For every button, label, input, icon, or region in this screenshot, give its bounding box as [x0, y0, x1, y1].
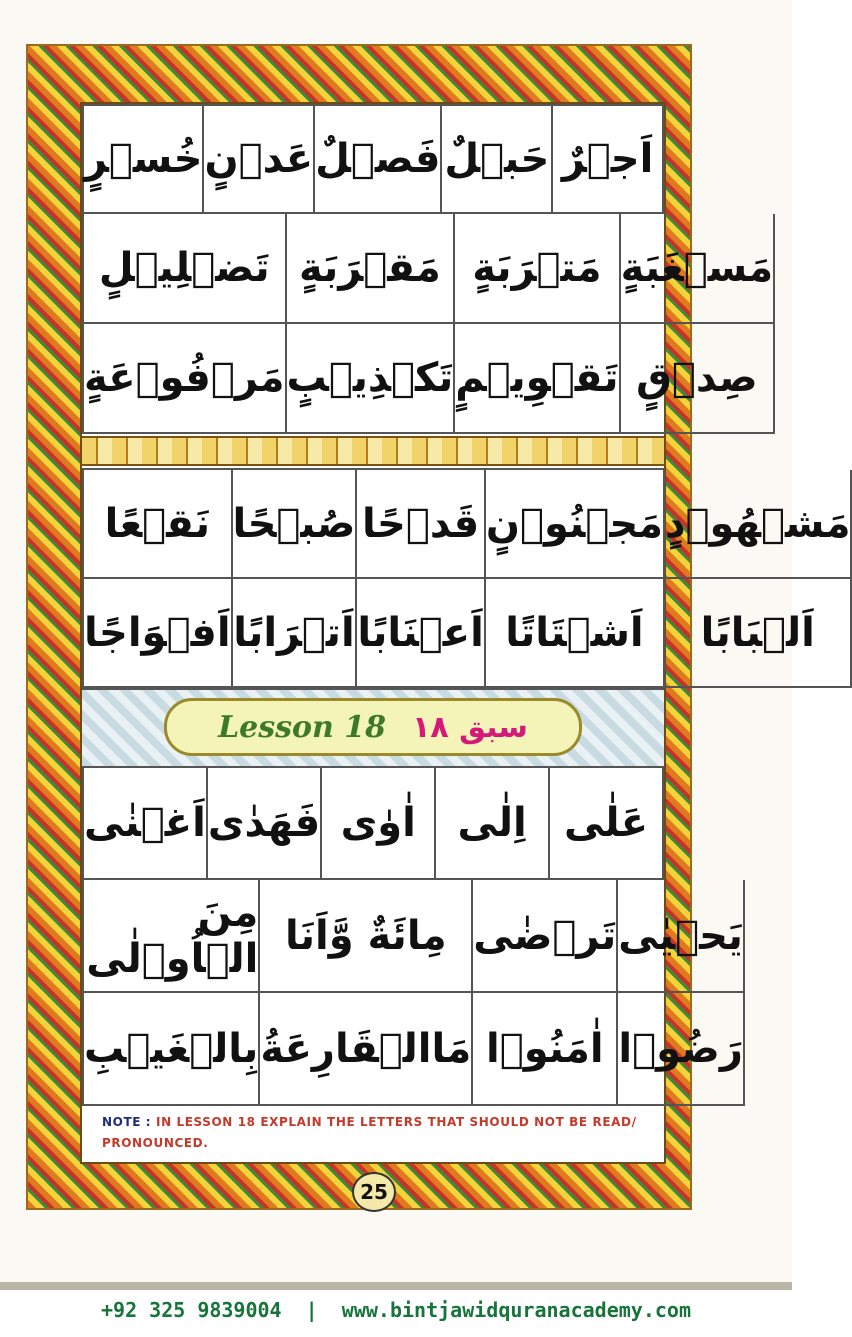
word-cell: اَلۡبَابًا [665, 579, 852, 688]
word-cell: اِلٰى [436, 768, 550, 880]
word-cell: مَاالۡقَارِعَةُ [260, 993, 473, 1106]
word-cell: رَضُوۡا [618, 993, 745, 1106]
word-cell: حَبۡلٌ [442, 106, 553, 214]
word-cell: اَغۡنٰى [84, 768, 208, 880]
word-cell: صُبۡحًا [233, 470, 358, 579]
page-edge [0, 1282, 792, 1290]
word-cell: مَرۡفُوۡعَةٍ [84, 324, 287, 434]
note-label: NOTE : [102, 1115, 152, 1129]
decorative-divider [82, 436, 664, 466]
word-cell: اَتۡرَابًا [233, 579, 358, 688]
word-cell: قَدۡحًا [357, 470, 485, 579]
word-cell: مَجۡنُوۡنٍ [486, 470, 665, 579]
footer-contact: +92 325 9839004 | www.bintjawidquranacademy.com [100, 1298, 691, 1322]
word-grid-3 [82, 468, 851, 688]
word-cell: يَحۡيٰى [618, 880, 745, 993]
word-cell: مَشۡهُوۡدٍ [665, 470, 852, 579]
word-cell: صِدۡقٍ [621, 324, 776, 434]
word-cell: مَقۡرَبَةٍ [287, 214, 456, 324]
word-cell: بِالۡغَيۡبِ [84, 993, 260, 1106]
lesson-title-arabic: سبق ١٨ [412, 709, 528, 745]
word-cell: تَكۡذِيۡبٍ [287, 324, 456, 434]
word-cell: خُسۡرٍ [84, 106, 204, 214]
word-cell: عَدۡنٍ [204, 106, 315, 214]
word-cell: فَصۡلٌ [315, 106, 442, 214]
lesson-title-english: Lesson 18 [218, 709, 387, 745]
word-cell: نَقۡعًا [84, 470, 233, 579]
page-number: 25 [352, 1172, 396, 1212]
word-cell: اٰمَنُوۡا [473, 993, 618, 1106]
note-text: IN LESSON 18 EXPLAIN THE LETTERS THAT SHOULD NOT BE READ/ PRONOUNCED. [102, 1115, 637, 1150]
word-cell: مِنَ الۡاُوۡلٰى [84, 880, 260, 993]
word-cell: مَسۡغَبَةٍ [621, 214, 776, 324]
word-cell: تَقۡوِيۡمٍ [455, 324, 620, 434]
word-grid-4 [82, 766, 664, 880]
word-cell: اَعۡنَابًا [357, 579, 485, 688]
lesson-note [82, 1104, 664, 1162]
word-cell: اَفۡوَاجًا [84, 579, 233, 688]
word-cell: مَتۡرَبَةٍ [455, 214, 620, 324]
word-grid-1 [82, 104, 664, 214]
word-grid-2 [82, 212, 774, 434]
word-grid-5 [82, 878, 743, 1106]
word-cell: فَهَدٰى [208, 768, 322, 880]
word-cell: عَلٰى [550, 768, 664, 880]
lesson-banner [164, 698, 582, 756]
word-cell: تَرۡضٰى [473, 880, 618, 993]
word-cell: اَجۡرٌ [553, 106, 664, 214]
word-cell: اَشۡتَاتًا [486, 579, 665, 688]
word-cell: مِائَةٌ وَّاَنَا [260, 880, 473, 993]
word-cell: تَضۡلِيۡلٍ [84, 214, 287, 324]
word-cell: اٰوٰى [322, 768, 436, 880]
